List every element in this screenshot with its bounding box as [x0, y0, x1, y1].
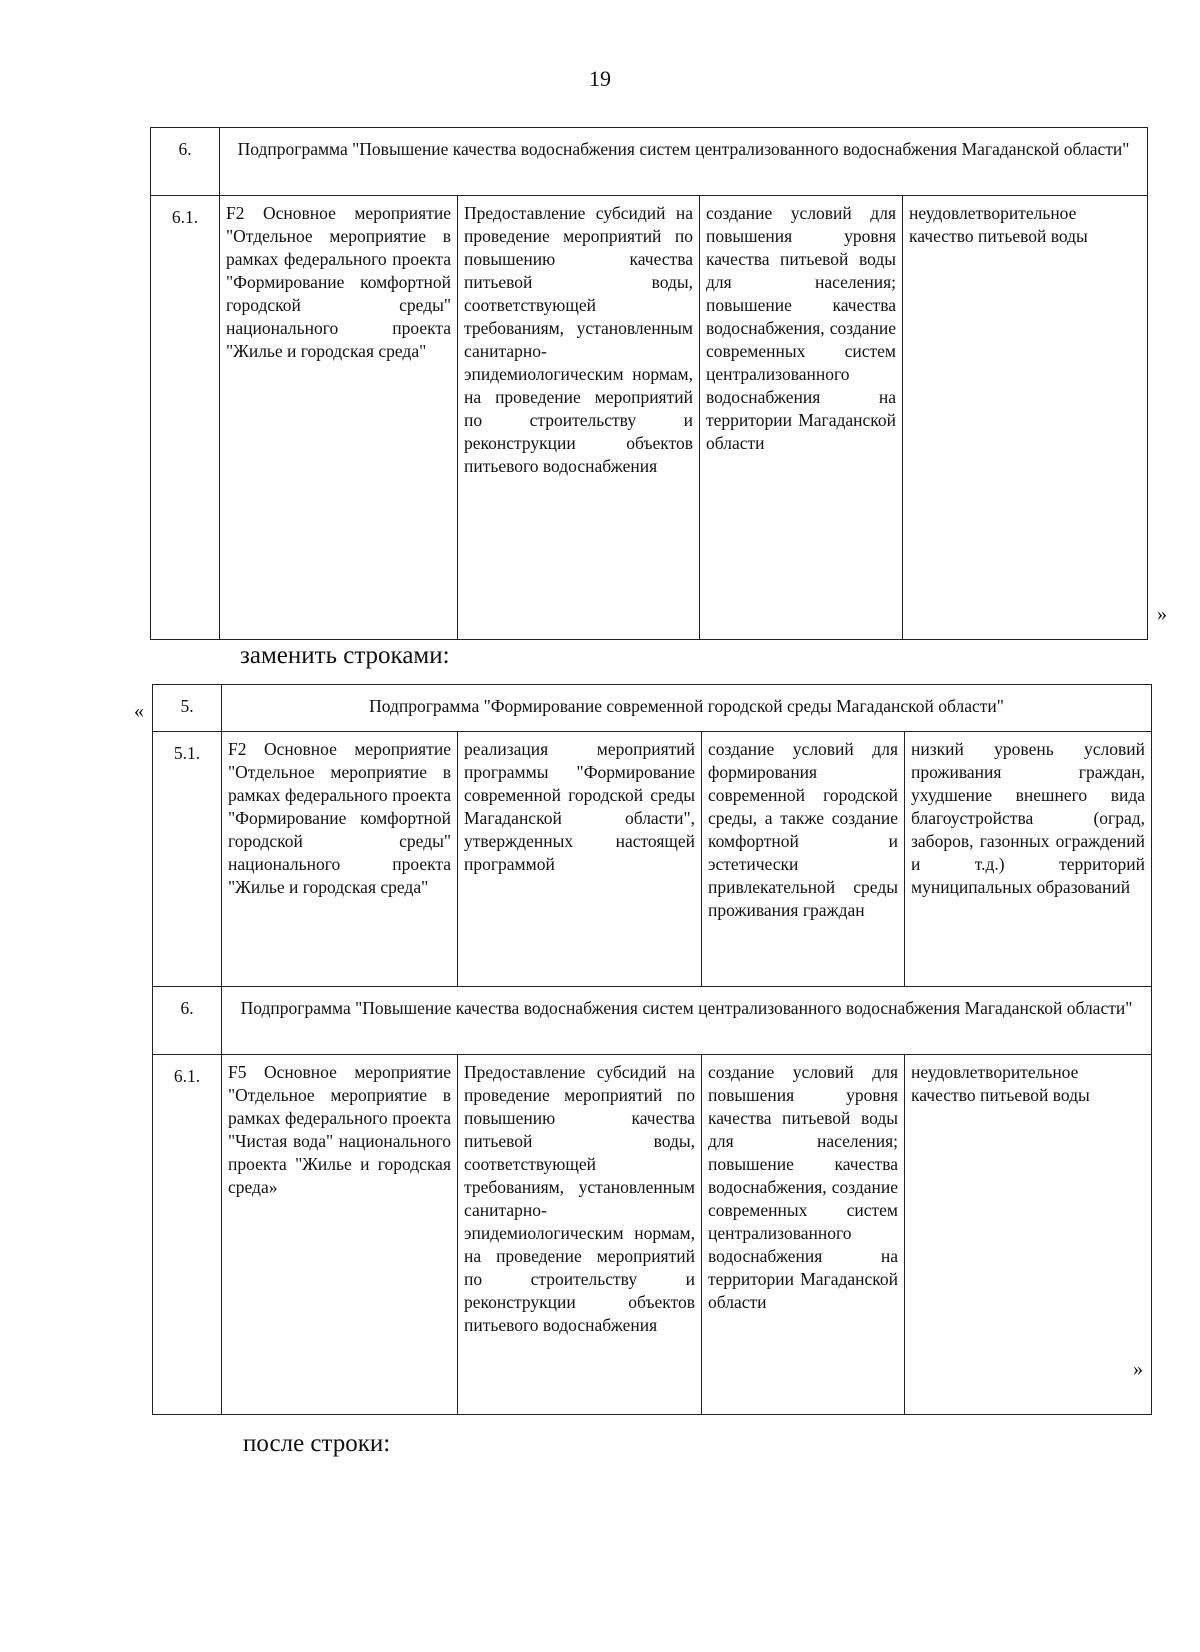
subprogram-heading: Подпрограмма "Формирование современной городской среды Магаданской области" [222, 685, 1152, 732]
measure-content-cell: Предоставление субсидий на проведение мероприятий по повышению качества питьевой воды, соответствующей требованиям, установленным санитарно-эпидемиологическим нормам, на проведение мероприятий по строительству и реконструкции объектов питьевого водоснабжения [458, 196, 700, 640]
table-row [153, 1055, 1152, 1415]
table-new-rows [152, 684, 1152, 1415]
after-phrase: после строки: [243, 1430, 391, 1457]
replace-phrase: заменить строками: [240, 642, 450, 669]
measure-name-cell: F2 Основное мероприятие "Отдельное мероприятие в рамках федерального проекта "Формирование комфортной городской среды" национального проекта "Жилье и городская среда" [220, 196, 458, 640]
table-row [153, 685, 1152, 732]
risk-cell: низкий уровень условий проживания граждан, ухудшение внешнего вида благоустройства (оград, заборов, газонных ограждений и т.д.) территорий муниципальных образований [905, 732, 1152, 987]
row-number: 6.1. [153, 1055, 222, 1415]
table-row [153, 987, 1152, 1055]
table-row [151, 196, 1148, 640]
table-row [153, 732, 1152, 987]
measure-content-cell: реализация мероприятий программы "Формирование современной городской среды Магаданской области", утвержденных настоящей программой [458, 732, 702, 987]
table-old-rows [150, 127, 1148, 640]
table-row [151, 128, 1148, 196]
row-number: 6. [151, 128, 220, 196]
measure-name-cell: F2 Основное мероприятие "Отдельное мероприятие в рамках федерального проекта "Формирование комфортной городской среды" национального проекта "Жилье и городская среда" [222, 732, 458, 987]
row-number: 6.1. [151, 196, 220, 640]
subprogram-heading: Подпрограмма "Повышение качества водоснабжения систем централизованного водоснабжения Магаданской области" [220, 128, 1148, 196]
expected-result-cell: создание условий для повышения уровня качества питьевой воды для населения; повышение качества водоснабжения, создание современных систем централизованного водоснабжения на территории Магаданской области [700, 196, 903, 640]
open-quote: « [134, 700, 144, 722]
measure-content-cell: Предоставление субсидий на проведение мероприятий по повышению качества питьевой воды, соответствующей требованиям, установленным санитарно-эпидемиологическим нормам, на проведение мероприятий по строительству и реконструкции объектов питьевого водоснабжения [458, 1055, 702, 1415]
row-number: 5.1. [153, 732, 222, 987]
row-number: 5. [153, 685, 222, 732]
measure-name-cell: F5 Основное мероприятие "Отдельное мероприятие в рамках федерального проекта "Чистая вода" национального проекта "Жилье и городская среда» [222, 1055, 458, 1415]
expected-result-cell: создание условий для формирования современной городской среды, а также создание комфортной и эстетически привлекательной среды проживания граждан [702, 732, 905, 987]
expected-result-cell: создание условий для повышения уровня качества питьевой воды для населения; повышение качества водоснабжения, создание современных систем централизованного водоснабжения на территории Магаданской области [702, 1055, 905, 1415]
risk-cell: неудовлетворительное качество питьевой воды [905, 1055, 1152, 1415]
row-number: 6. [153, 987, 222, 1055]
risk-cell: неудовлетворительное качество питьевой воды [903, 196, 1148, 640]
page-number: 19 [589, 66, 611, 91]
close-quote: » [1157, 603, 1167, 625]
close-quote: » [1133, 1358, 1143, 1380]
subprogram-heading: Подпрограмма "Повышение качества водоснабжения систем централизованного водоснабжения Магаданской области" [222, 987, 1152, 1055]
